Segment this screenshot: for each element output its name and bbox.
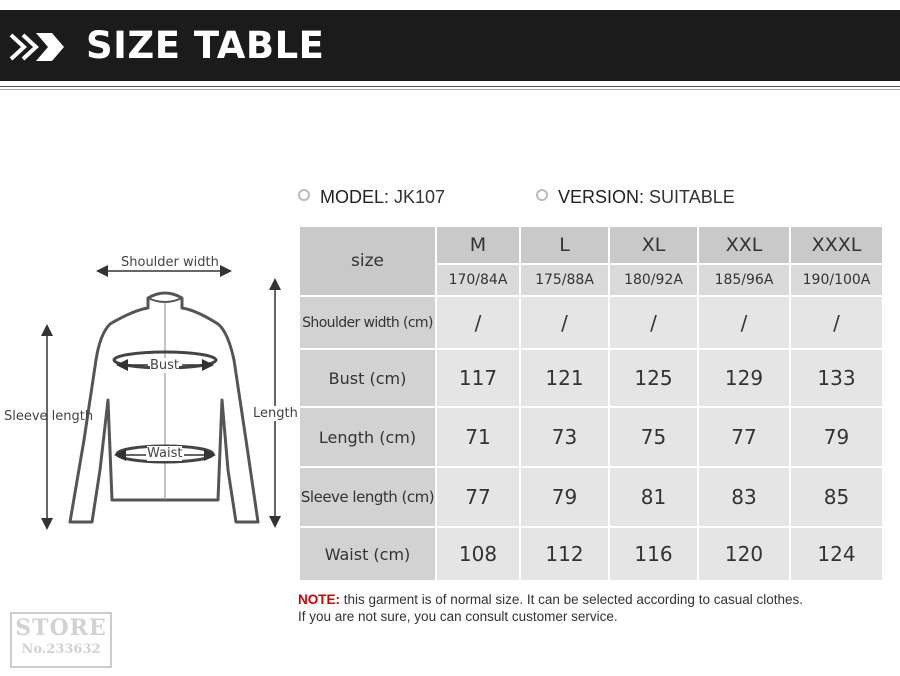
- size-table: [298, 225, 884, 582]
- table-cell: /: [521, 297, 608, 348]
- row-label: Shoulder width (cm): [300, 297, 435, 348]
- table-cell: 81: [610, 468, 697, 526]
- version-value: SUITABLE: [649, 187, 735, 207]
- table-cell: 83: [699, 468, 789, 526]
- bust-label: Bust: [150, 358, 180, 373]
- divider: [0, 89, 900, 90]
- size-note: [298, 591, 803, 625]
- table-cell: 79: [521, 468, 608, 526]
- row-label: Waist (cm): [300, 528, 435, 580]
- table-header-row: [300, 227, 882, 263]
- waist-label: Waist: [147, 446, 183, 461]
- table-row: [300, 528, 882, 580]
- page-title: SIZE TABLE: [86, 24, 325, 67]
- version-key: VERSION:: [558, 187, 645, 207]
- table-cell: 77: [699, 408, 789, 466]
- table-cell: 79: [791, 408, 882, 466]
- divider: [0, 86, 900, 87]
- size-name: L: [521, 227, 608, 263]
- size-name: XXXL: [791, 227, 882, 263]
- table-cell: /: [791, 297, 882, 348]
- size-code: 180/92A: [610, 265, 697, 295]
- table-row: [300, 468, 882, 526]
- note-line-1: [298, 591, 803, 608]
- table-row: [300, 350, 882, 406]
- length-label: Length: [253, 406, 298, 421]
- row-label: Bust (cm): [300, 350, 435, 406]
- table-cell: /: [610, 297, 697, 348]
- table-cell: 116: [610, 528, 697, 580]
- table-cell: /: [699, 297, 789, 348]
- size-code: 185/96A: [699, 265, 789, 295]
- bullet-ring-icon: [298, 189, 310, 201]
- watermark-store: STORE: [15, 615, 107, 641]
- size-name: XXL: [699, 227, 789, 263]
- sleeve-length-label: Sleeve length: [4, 409, 94, 424]
- page-header: [0, 10, 900, 81]
- table-row: [300, 408, 882, 466]
- table-cell: 71: [437, 408, 519, 466]
- table-row: [300, 297, 882, 348]
- table-cell: /: [437, 297, 519, 348]
- row-label: Length (cm): [300, 408, 435, 466]
- model-info: [298, 187, 445, 208]
- table-cell: 124: [791, 528, 882, 580]
- jacket-diagram: [0, 250, 300, 540]
- size-code: 170/84A: [437, 265, 519, 295]
- bullet-ring-icon: [536, 189, 548, 201]
- note-line-2: If you are not sure, you can consult customer service.: [298, 609, 618, 624]
- size-name: XL: [610, 227, 697, 263]
- table-cell: 77: [437, 468, 519, 526]
- version-info: [536, 187, 735, 208]
- double-chevron-right-icon: [8, 32, 66, 62]
- size-header: size: [300, 227, 435, 295]
- watermark-number: No.233632: [21, 642, 101, 657]
- table-cell: 121: [521, 350, 608, 406]
- table-cell: 112: [521, 528, 608, 580]
- size-code: 175/88A: [521, 265, 608, 295]
- size-name: M: [437, 227, 519, 263]
- store-watermark: [10, 612, 112, 668]
- table-cell: 108: [437, 528, 519, 580]
- note-text: this garment is of normal size. It can be selected according to casual clothes.: [343, 592, 803, 607]
- table-cell: 85: [791, 468, 882, 526]
- table-cell: 73: [521, 408, 608, 466]
- table-cell: 129: [699, 350, 789, 406]
- row-label: Sleeve length (cm): [300, 468, 435, 526]
- table-cell: 133: [791, 350, 882, 406]
- shoulder-width-label: Shoulder width: [121, 255, 219, 270]
- table-cell: 120: [699, 528, 789, 580]
- table-cell: 117: [437, 350, 519, 406]
- size-code: 190/100A: [791, 265, 882, 295]
- model-value: JK107: [394, 187, 446, 207]
- table-cell: 125: [610, 350, 697, 406]
- jacket-outline-icon: [0, 250, 300, 540]
- table-cell: 75: [610, 408, 697, 466]
- note-key: NOTE:: [298, 592, 340, 607]
- model-key: MODEL:: [320, 187, 390, 207]
